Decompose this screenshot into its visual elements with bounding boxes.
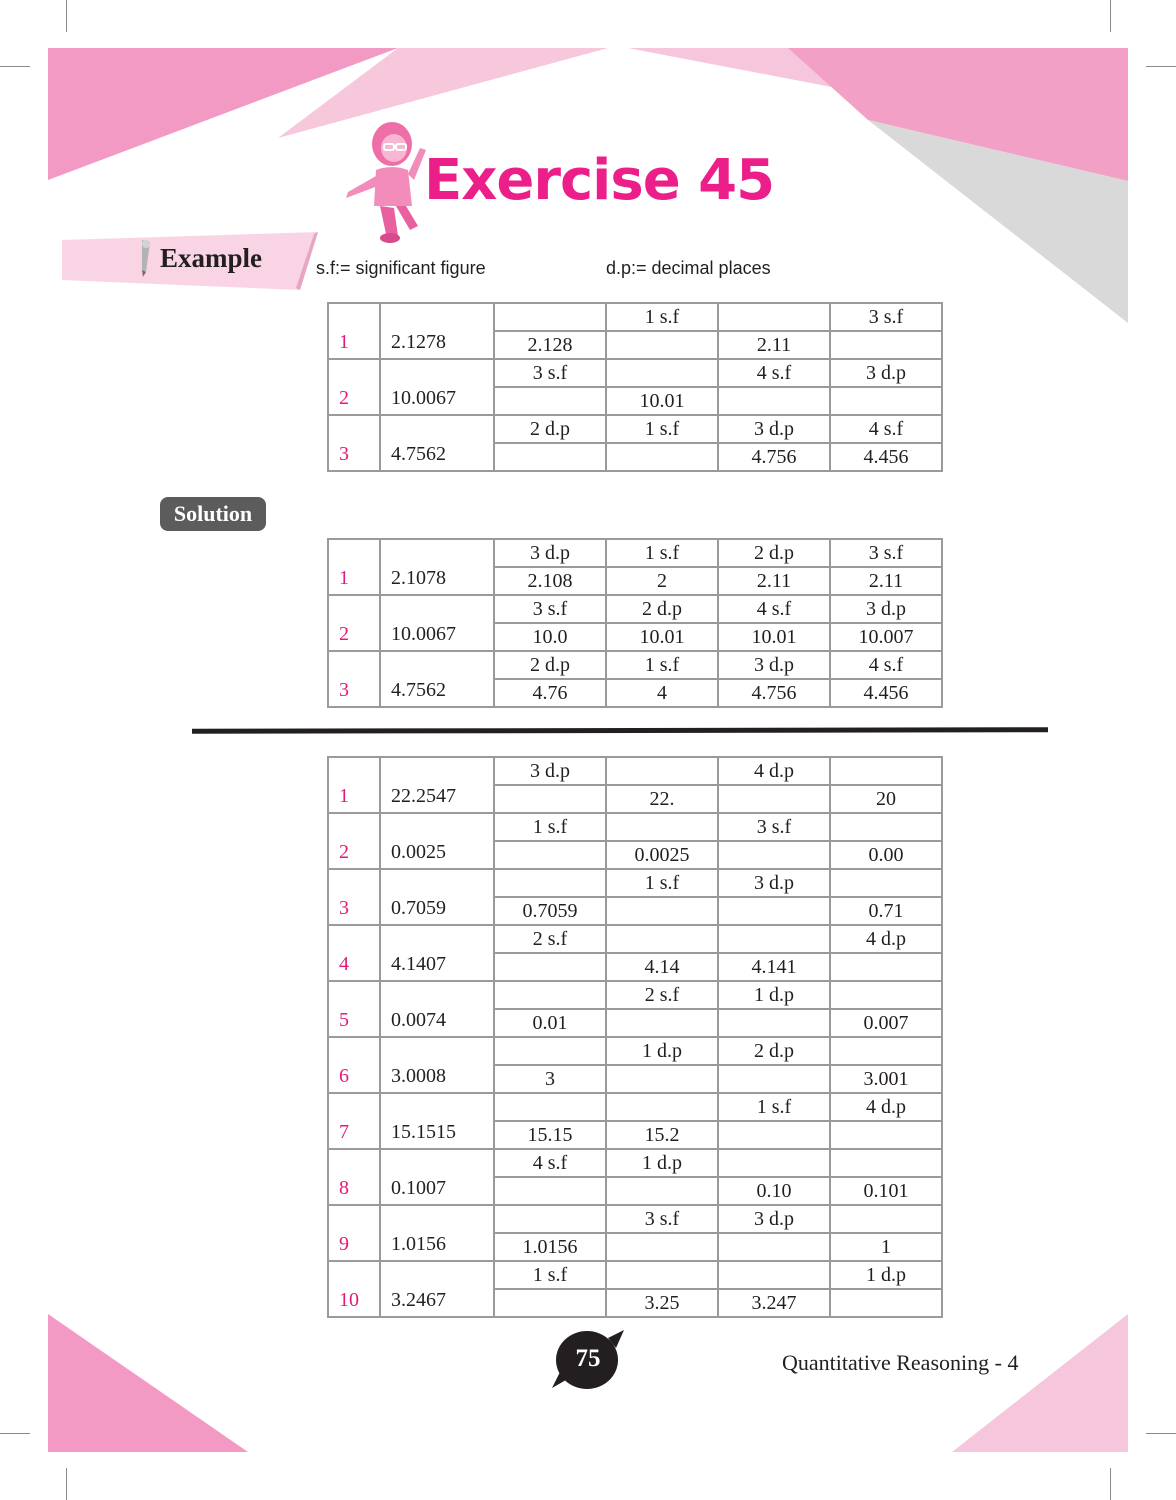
question-value: 4.1407	[380, 925, 494, 981]
answer-cell: 0.00	[830, 841, 942, 869]
rounding-instruction-cell	[830, 1037, 942, 1065]
answer-cell: 0.101	[830, 1177, 942, 1205]
question-number: 2	[328, 813, 380, 869]
rounding-instruction-cell	[606, 757, 718, 785]
answer-cell: 4.141	[718, 953, 830, 981]
sf-definition: s.f:= significant figure	[316, 258, 486, 278]
answer-cell: 3.25	[606, 1289, 718, 1317]
question-row	[328, 1261, 942, 1289]
exercise-table	[327, 756, 943, 1318]
dp-definition: d.p:= decimal places	[606, 258, 771, 278]
question-number: 10	[328, 1261, 380, 1317]
rounding-instruction-cell: 2 d.p	[718, 539, 830, 567]
footer-left-triangle	[48, 1314, 248, 1452]
answer-cell	[606, 897, 718, 925]
rounding-instruction-cell: 3 d.p	[718, 651, 830, 679]
answer-cell	[494, 841, 606, 869]
answer-cell: 0.0025	[606, 841, 718, 869]
example-label: Example	[160, 243, 263, 273]
answer-cell	[718, 1009, 830, 1037]
rounding-instruction-cell: 2 s.f	[606, 981, 718, 1009]
question-value: 22.2547	[380, 757, 494, 813]
rounding-instruction-cell	[494, 1205, 606, 1233]
rounding-instruction-cell: 3 s.f	[830, 303, 942, 331]
answer-cell: 2.11	[718, 331, 830, 359]
question-number: 2	[328, 595, 380, 651]
question-row	[328, 415, 942, 443]
question-number: 4	[328, 925, 380, 981]
rounding-instruction-cell: 1 s.f	[606, 869, 718, 897]
exercise-header	[340, 118, 780, 246]
rounding-instruction-cell: 3 d.p	[718, 1205, 830, 1233]
answer-cell: 2	[606, 567, 718, 595]
crop-mark	[0, 66, 30, 67]
question-number: 3	[328, 869, 380, 925]
answer-cell: 0.01	[494, 1009, 606, 1037]
footer-right-triangle	[952, 1314, 1128, 1452]
question-value: 0.7059	[380, 869, 494, 925]
answer-cell: 15.15	[494, 1121, 606, 1149]
rounding-instruction-cell: 2 d.p	[494, 651, 606, 679]
question-row	[328, 869, 942, 897]
answer-cell: 2.11	[718, 567, 830, 595]
rounding-instruction-cell: 4 s.f	[494, 1149, 606, 1177]
rounding-instruction-cell	[606, 1261, 718, 1289]
rounding-instruction-cell: 3 d.p	[718, 415, 830, 443]
answer-cell	[830, 387, 942, 415]
answer-cell: 0.7059	[494, 897, 606, 925]
rounding-instruction-cell: 1 s.f	[606, 415, 718, 443]
answer-cell: 3	[494, 1065, 606, 1093]
rounding-instruction-cell	[830, 757, 942, 785]
question-value: 1.0156	[380, 1205, 494, 1261]
answer-cell	[494, 1177, 606, 1205]
answer-cell	[718, 387, 830, 415]
rounding-instruction-cell: 4 s.f	[718, 359, 830, 387]
girl-mascot-icon	[340, 118, 430, 246]
answer-cell: 15.2	[606, 1121, 718, 1149]
rounding-instruction-cell: 1 s.f	[606, 651, 718, 679]
rounding-instruction-cell	[606, 925, 718, 953]
question-value: 0.0074	[380, 981, 494, 1037]
rounding-instruction-cell: 2 s.f	[494, 925, 606, 953]
question-row	[328, 1093, 942, 1121]
answer-cell	[606, 443, 718, 471]
rounding-instruction-cell	[718, 1261, 830, 1289]
question-value: 2.1078	[380, 539, 494, 595]
question-number: 6	[328, 1037, 380, 1093]
rounding-instruction-cell	[606, 1093, 718, 1121]
answer-cell: 4.756	[718, 443, 830, 471]
rounding-instruction-cell: 2 d.p	[494, 415, 606, 443]
crop-mark	[1110, 0, 1111, 32]
solution-table	[327, 538, 943, 708]
answer-cell: 1.0156	[494, 1233, 606, 1261]
section-divider	[192, 727, 1048, 733]
rounding-instruction-cell: 1 s.f	[606, 539, 718, 567]
answer-cell	[606, 1065, 718, 1093]
question-value: 10.0067	[380, 595, 494, 651]
rounding-instruction-cell: 3 s.f	[494, 595, 606, 623]
rounding-instruction-cell	[494, 303, 606, 331]
answer-cell: 2.108	[494, 567, 606, 595]
answer-cell: 0.10	[718, 1177, 830, 1205]
answer-cell: 1	[830, 1233, 942, 1261]
rounding-instruction-cell: 3 s.f	[718, 813, 830, 841]
question-number: 7	[328, 1093, 380, 1149]
answer-cell: 22.	[606, 785, 718, 813]
question-row	[328, 757, 942, 785]
crop-mark	[1146, 66, 1176, 67]
answer-cell	[494, 953, 606, 981]
rounding-instruction-cell: 3 s.f	[606, 1205, 718, 1233]
answer-cell: 4.456	[830, 679, 942, 707]
rounding-instruction-cell	[830, 981, 942, 1009]
answer-cell: 4.76	[494, 679, 606, 707]
question-value: 4.7562	[380, 415, 494, 471]
rounding-instruction-cell: 3 s.f	[830, 539, 942, 567]
question-row	[328, 813, 942, 841]
rounding-instruction-cell: 3 d.p	[830, 359, 942, 387]
rounding-instruction-cell: 3 d.p	[718, 869, 830, 897]
rounding-instruction-cell: 4 d.p	[718, 757, 830, 785]
question-value: 15.1515	[380, 1093, 494, 1149]
answer-cell	[494, 785, 606, 813]
question-number: 5	[328, 981, 380, 1037]
question-number: 8	[328, 1149, 380, 1205]
rounding-instruction-cell: 1 d.p	[606, 1037, 718, 1065]
rounding-instruction-cell: 3 d.p	[494, 539, 606, 567]
rounding-instruction-cell: 4 s.f	[718, 595, 830, 623]
rounding-instruction-cell: 4 d.p	[830, 1093, 942, 1121]
rounding-instruction-cell	[494, 981, 606, 1009]
rounding-instruction-cell: 4 s.f	[830, 415, 942, 443]
answer-cell: 20	[830, 785, 942, 813]
answer-cell	[606, 331, 718, 359]
rounding-instruction-cell: 2 d.p	[718, 1037, 830, 1065]
answer-cell	[718, 785, 830, 813]
answer-cell	[606, 1233, 718, 1261]
rounding-instruction-cell	[494, 869, 606, 897]
question-value: 0.1007	[380, 1149, 494, 1205]
rounding-instruction-cell: 3 s.f	[494, 359, 606, 387]
question-row	[328, 981, 942, 1009]
solution-label: Solution	[160, 497, 266, 531]
question-number: 9	[328, 1205, 380, 1261]
crop-mark	[1110, 1468, 1111, 1500]
answer-cell: 10.01	[606, 387, 718, 415]
answer-cell	[830, 1289, 942, 1317]
answer-cell	[830, 1121, 942, 1149]
rounding-instruction-cell: 1 d.p	[606, 1149, 718, 1177]
answer-cell	[830, 953, 942, 981]
crop-mark	[0, 1433, 30, 1434]
rounding-instruction-cell: 1 d.p	[718, 981, 830, 1009]
question-value: 3.0008	[380, 1037, 494, 1093]
answer-cell	[494, 1289, 606, 1317]
rounding-instruction-cell: 1 s.f	[494, 1261, 606, 1289]
question-value: 10.0067	[380, 359, 494, 415]
answer-cell	[606, 1009, 718, 1037]
rounding-instruction-cell	[494, 1037, 606, 1065]
answer-cell: 0.007	[830, 1009, 942, 1037]
rounding-instruction-cell: 3 d.p	[494, 757, 606, 785]
rounding-instruction-cell: 4 d.p	[830, 925, 942, 953]
question-row	[328, 925, 942, 953]
question-row	[328, 595, 942, 623]
rounding-instruction-cell	[830, 869, 942, 897]
answer-cell: 10.0	[494, 623, 606, 651]
answer-cell: 2.11	[830, 567, 942, 595]
question-number: 3	[328, 651, 380, 707]
rounding-instruction-cell: 1 s.f	[718, 1093, 830, 1121]
answer-cell	[606, 1177, 718, 1205]
answer-cell	[718, 1065, 830, 1093]
question-row	[328, 1205, 942, 1233]
rounding-instruction-cell	[718, 303, 830, 331]
answer-cell	[718, 1233, 830, 1261]
rounding-instruction-cell: 3 d.p	[830, 595, 942, 623]
rounding-instruction-cell	[718, 1149, 830, 1177]
question-number: 3	[328, 415, 380, 471]
question-row	[328, 359, 942, 387]
answer-cell	[830, 331, 942, 359]
answer-cell	[718, 1121, 830, 1149]
example-table	[327, 302, 943, 472]
rounding-instruction-cell	[494, 1093, 606, 1121]
rounding-instruction-cell: 1 s.f	[606, 303, 718, 331]
question-value: 2.1278	[380, 303, 494, 359]
answer-cell: 3.001	[830, 1065, 942, 1093]
answer-cell	[494, 387, 606, 415]
question-value: 4.7562	[380, 651, 494, 707]
rounding-instruction-cell	[606, 813, 718, 841]
answer-cell: 4.756	[718, 679, 830, 707]
answer-cell: 10.01	[718, 623, 830, 651]
question-row	[328, 1149, 942, 1177]
rounding-instruction-cell	[718, 925, 830, 953]
answer-cell	[494, 443, 606, 471]
exercise-title: Exercise 45	[424, 148, 775, 213]
answer-cell: 10.007	[830, 623, 942, 651]
question-number: 1	[328, 539, 380, 595]
question-number: 2	[328, 359, 380, 415]
answer-cell	[718, 897, 830, 925]
question-number: 1	[328, 757, 380, 813]
book-title: Quantitative Reasoning - 4	[782, 1350, 1019, 1375]
crop-mark	[66, 0, 67, 32]
question-row	[328, 1037, 942, 1065]
answer-cell: 3.247	[718, 1289, 830, 1317]
answer-cell: 4.14	[606, 953, 718, 981]
answer-cell: 2.128	[494, 331, 606, 359]
rounding-instruction-cell: 1 s.f	[494, 813, 606, 841]
rounding-instruction-cell: 1 d.p	[830, 1261, 942, 1289]
rounding-instruction-cell: 4 s.f	[830, 651, 942, 679]
question-row	[328, 539, 942, 567]
rounding-instruction-cell	[830, 1205, 942, 1233]
crop-mark	[66, 1468, 67, 1500]
answer-cell: 4	[606, 679, 718, 707]
answer-cell: 0.71	[830, 897, 942, 925]
question-row	[328, 651, 942, 679]
rounding-instruction-cell: 2 d.p	[606, 595, 718, 623]
page-number: 75	[575, 1345, 601, 1372]
question-number: 1	[328, 303, 380, 359]
question-value: 3.2467	[380, 1261, 494, 1317]
answer-cell	[718, 841, 830, 869]
answer-cell: 10.01	[606, 623, 718, 651]
question-value: 0.0025	[380, 813, 494, 869]
pencil-icon	[134, 238, 156, 278]
rounding-instruction-cell	[830, 813, 942, 841]
rounding-instruction-cell	[606, 359, 718, 387]
crop-mark	[1146, 1433, 1176, 1434]
rounding-instruction-cell	[830, 1149, 942, 1177]
question-row	[328, 303, 942, 331]
answer-cell: 4.456	[830, 443, 942, 471]
